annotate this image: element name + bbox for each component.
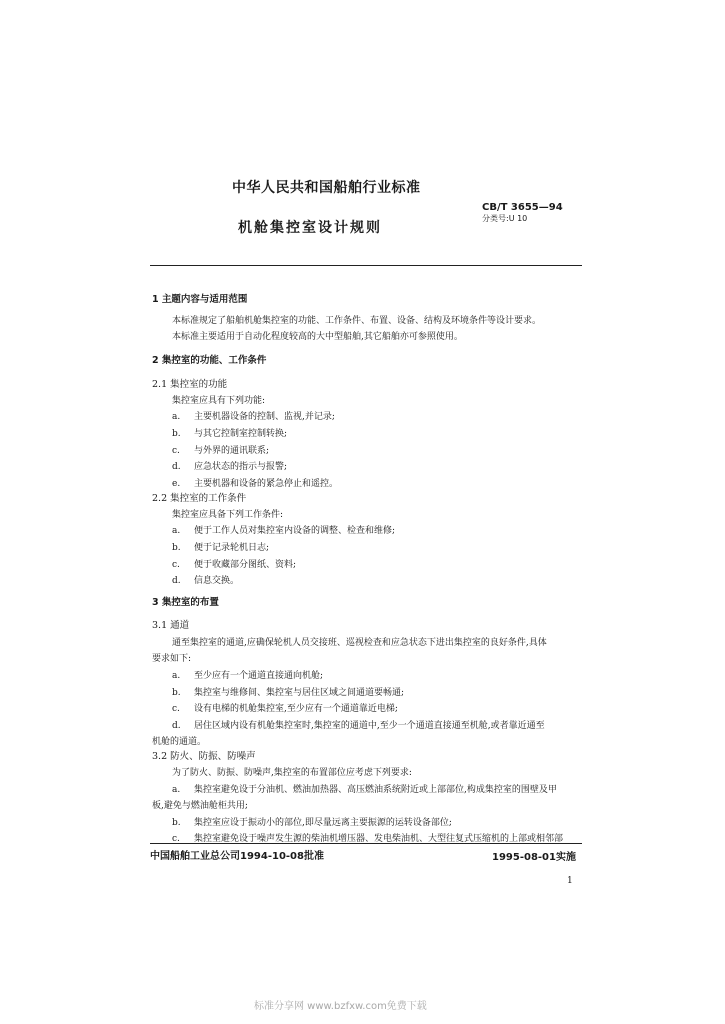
item-letter: c. (172, 834, 180, 844)
item-letter: e. (172, 479, 181, 489)
item-text: 至少应有一个通道直接通向机舱; (194, 671, 324, 681)
page-number: 1 (567, 876, 573, 886)
subsection-2-1-heading: 2.1 集控室的功能 (152, 379, 228, 390)
list-item (172, 540, 269, 553)
paragraph: 本标准规定了船舶机舱集控室的功能、工作条件、布置、设备、结构及环境条件等设计要求。 (172, 316, 542, 326)
item-letter: b. (172, 543, 181, 553)
standard-number: CB/T 3655—94 (482, 202, 563, 213)
classification-code: 分类号:U 10 (482, 214, 528, 223)
item-text: 与其它控制室控制转换; (194, 429, 288, 439)
item-text: 设有电梯的机舱集控室,至少应有一个通道靠近电梯; (194, 704, 398, 714)
paragraph: 为了防火、防振、防噪声,集控室的布置部位应考虑下列要求: (172, 768, 412, 778)
item-text: 便于收藏部分图纸、资料; (194, 560, 297, 570)
item-letter: b. (172, 429, 181, 439)
item-text: 便于记录轮机日志; (194, 543, 270, 553)
section-3-heading: 3 集控室的布置 (152, 597, 219, 608)
paragraph: 通至集控室的通道,应确保轮机人员交接班、巡视检查和应急状态下进出集控室的良好条件,具体 (172, 638, 547, 648)
item-letter: b. (172, 818, 181, 828)
document-title: 机舱集控室设计规则 (238, 220, 382, 236)
item-text: 信息交换。 (194, 576, 240, 586)
list-item (172, 701, 398, 714)
item-text: 应急状态的指示与报警; (194, 462, 288, 472)
item-letter: c. (172, 446, 180, 456)
header-divider (150, 265, 582, 266)
item-text: 集控室应设于振动小的部位,即尽量远离主要振源的运转设备部位; (194, 818, 452, 828)
item-letter: a. (172, 671, 181, 681)
watermark: 标准分享网 www.bzfxw.com免费下载 (254, 1001, 427, 1012)
item-letter: b. (172, 688, 181, 698)
item-letter: a. (172, 412, 181, 422)
section-2-heading: 2 集控室的功能、工作条件 (152, 355, 267, 366)
item-text: 主要机器设备的控制、监视,并记录; (194, 412, 335, 422)
list-item (172, 459, 287, 472)
item-text: 集控室避免设于噪声发生源的柴油机增压器、发电柴油机、大型往复式压缩机的上部或相邻部 (194, 834, 564, 844)
list-item (172, 409, 335, 422)
section-1-heading: 1 主题内容与适用范围 (152, 294, 248, 305)
subsection-3-2-heading: 3.2 防火、防振、防噪声 (152, 751, 256, 762)
item-text: 集控室与维修间、集控室与居住区域之间通道要畅通; (194, 688, 405, 698)
item-text: 主要机器和设备的紧急停止和遥控。 (194, 479, 339, 489)
list-item (172, 523, 395, 536)
list-item-continuation: 板,避免与燃油舱柜共用; (152, 801, 248, 811)
list-item (172, 685, 404, 698)
subsection-2-2-heading: 2.2 集控室的工作条件 (152, 493, 247, 504)
paragraph: 集控室应具有下列功能: (172, 396, 266, 406)
list-item (172, 668, 323, 681)
item-text: 居住区域内设有机舱集控室时,集控室的通道中,至少一个通道直接通至机舱,或者靠近通至 (194, 721, 545, 731)
item-text: 与外界的通讯联系; (194, 446, 270, 456)
list-item (172, 443, 269, 456)
list-item (172, 782, 557, 795)
list-item (172, 815, 452, 828)
item-letter: d. (172, 462, 181, 472)
subsection-3-1-heading: 3.1 通道 (152, 620, 190, 631)
paragraph: 要求如下: (152, 654, 192, 664)
list-item-continuation: 机舱的通道。 (152, 737, 207, 747)
item-text: 便于工作人员对集控室内设备的调整、检查和维修; (194, 526, 396, 536)
item-letter: a. (172, 785, 181, 795)
item-letter: a. (172, 526, 181, 536)
item-letter: d. (172, 576, 181, 586)
list-item (172, 426, 287, 439)
item-letter: c. (172, 560, 180, 570)
item-letter: c. (172, 704, 180, 714)
list-item (172, 476, 338, 489)
approval-info: 中国船舶工业总公司1994-10-08批准 (150, 851, 324, 862)
item-text: 集控室避免设于分油机、燃油加热器、高压燃油系统附近或上部部位,构成集控室的围壁及甲 (194, 785, 557, 795)
list-item (172, 557, 296, 570)
list-item (172, 573, 239, 586)
paragraph: 本标准主要适用于自动化程度较高的大中型船舶,其它船舶亦可参照使用。 (172, 332, 463, 342)
industry-standard-header: 中华人民共和国船舶行业标准 (232, 180, 421, 196)
footer-divider (150, 843, 582, 844)
paragraph: 集控室应具备下列工作条件: (172, 510, 284, 520)
effective-date: 1995-08-01实施 (492, 852, 576, 863)
list-item (172, 718, 545, 731)
item-letter: d. (172, 721, 181, 731)
